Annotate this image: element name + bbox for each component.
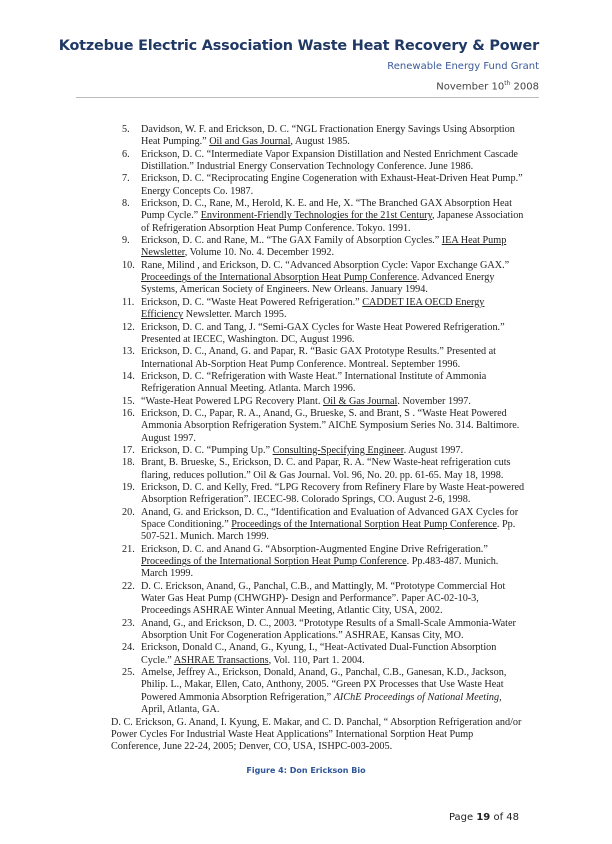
reference-number: 24. — [122, 642, 135, 654]
reference-text: . November 1997. — [397, 395, 471, 407]
reference-proceedings: AIChE Proceedings of National Meeting, — [333, 691, 502, 703]
reference-text: . Advanced Energy Systems, American Society of Engineers. New Orleans. January 1994. — [141, 272, 495, 296]
reference-text: . Pp.483-487. Munich. March 1999. — [141, 556, 499, 580]
reference-item — [122, 173, 526, 198]
reference-text: Erickson, D. C. “Pumping Up.” — [141, 444, 273, 456]
reference-text: Anand, G., and Erickson, D. C., 2003. “Prototype Results of a Small-Scale Ammonia-Water Absorption Unit For Cogeneration Applications.” ASHRAE, Kansas City, MO. — [141, 617, 516, 642]
reference-text: , Vol. 110, Part 1. 2004. — [268, 654, 365, 666]
reference-number: 5. — [122, 124, 130, 135]
final-reference: D. C. Erickson, G. Anand, I. Kyung, E. Makar, and C. D. Panchal, “ Absorption Refrigeration and/or Power Cycles For Industrial Waste Heat Applications” International Sorption Heat Pump Conference, June 22-24, 2005; Denver, CO, USA, ISHPC-003-2005. — [111, 716, 522, 753]
reference-text: Rane, Milind , and Erickson, D. C. “Advanced Absorption Cycle: Vapor Exchange GAX.” — [141, 259, 510, 271]
reference-text: . Pp. 507-521. Munich. March 1999. — [141, 519, 516, 543]
reference-publication: CADDET IEA OECD Energy Efficiency — [141, 296, 485, 321]
header-divider — [76, 97, 539, 98]
page-suffix: of 48 — [490, 811, 519, 823]
reference-text: Erickson, D. C. and Tang, J. “Semi-GAX Cycles for Waste Heat Powered Refrigeration.” Presented at IECEC, Washington. DC, August 1996. — [141, 321, 505, 345]
reference-item — [122, 346, 526, 371]
page-number — [106, 812, 519, 824]
date-year: 2008 — [510, 81, 539, 93]
figure-caption: Figure 4: Don Erickson Bio — [246, 765, 366, 775]
reference-item — [122, 581, 526, 618]
reference-item — [122, 507, 526, 544]
reference-number: 22. — [122, 580, 135, 592]
reference-number: 21. — [122, 543, 135, 555]
reference-text: Erickson, D. C. “Reciprocating Engine Cogeneration with Exhaust-Heat-Driven Heat Pump.” Energy Concepts Co. 1987. — [141, 173, 523, 197]
reference-text: Erickson, D. C. “Intermediate Vapor Expansion Distillation and Nested Enrichment Cascade Distillation.” Industrial Energy Conservation Technology Conference. June 1986. — [141, 148, 518, 173]
reference-text: Erickson, D. C. and Rane, M.. “The GAX Family of Absorption Cycles.” — [141, 235, 442, 247]
reference-item — [122, 235, 526, 260]
reference-number: 11. — [122, 296, 135, 308]
reference-number: 7. — [122, 173, 130, 185]
reference-text: Erickson, D. C., Papar, R. A., Anand, G., Brueske, S. and Brant, S . “Waste Heat Powered Ammonia Absorption Refrigeration System.” AIChE Symposium Series No. 314. Baltimore. August 1997. — [141, 407, 520, 444]
reference-number: 12. — [122, 321, 135, 333]
reference-item — [122, 198, 526, 235]
reference-number: 14. — [122, 370, 135, 382]
reference-text: Erickson, D. C., Rane, M., Herold, K. E. and He, X. “The Branched GAX Absorption Heat Pump Cycle.” — [141, 198, 512, 222]
reference-item — [122, 544, 526, 581]
page-prefix: Page — [448, 811, 477, 823]
reference-number: 9. — [122, 235, 130, 247]
reference-item — [122, 667, 526, 716]
reference-publication: ASHRAE Transactions — [173, 654, 269, 666]
reference-number: 8. — [122, 198, 130, 210]
reference-text: April, Atlanta, GA. — [141, 704, 220, 716]
reference-item — [122, 297, 526, 322]
reference-number: 25. — [122, 667, 135, 679]
document-header-title: Kotzebue Electric Association Waste Heat Recovery & Power — [58, 38, 539, 54]
reference-publication: Proceedings of the International Absorption Heat Pump Conference — [141, 272, 417, 284]
reference-text: Newsletter. March 1995. — [183, 309, 287, 321]
reference-item — [122, 642, 526, 667]
reference-number: 23. — [122, 617, 135, 629]
reference-publication: Proceedings of the International Sorption Heat Pump Conference — [231, 519, 497, 530]
reference-number: 13. — [122, 346, 135, 358]
reference-publication: IEA Heat Pump Newsletter — [141, 235, 507, 259]
reference-publication: Environment-Friendly Technologies for the 21st Century — [200, 210, 432, 222]
reference-item — [122, 445, 526, 457]
date-superscript: th — [504, 80, 511, 87]
reference-item — [122, 618, 526, 643]
document-header-date — [436, 80, 539, 92]
reference-number: 10. — [122, 259, 135, 271]
reference-list — [122, 124, 526, 717]
reference-text: Erickson, D. C. and Anand G. “Absorption-Augmented Engine Drive Refrigeration.” — [141, 543, 488, 555]
reference-publication: Oil and Gas Journal — [209, 136, 291, 148]
reference-item — [122, 149, 526, 174]
reference-item — [122, 322, 526, 347]
reference-publication: Proceedings of the International Sorption Heat Pump Conference — [141, 556, 407, 568]
reference-item — [122, 408, 526, 445]
reference-item — [122, 371, 526, 396]
reference-number: 18. — [122, 457, 135, 469]
reference-text: , August 1985. — [290, 136, 350, 148]
reference-text: . August 1997. — [403, 444, 464, 456]
reference-number: 16. — [122, 407, 135, 419]
reference-text: “Waste-Heat Powered LPG Recovery Plant. — [141, 395, 323, 407]
reference-text: Brant, B. Brueske, S., Erickson, D. C. and Papar, R. A. “New Waste-heat refrigeration cuts flaring, reduces pollution.” Oil & Gas Journal. Vol. 96, No. 20. pp. 61-65. May 18, 1998. — [141, 457, 511, 481]
reference-text: , Volume 10. No. 4. December 1992. — [184, 247, 335, 259]
date-text: November 10 — [436, 81, 505, 93]
reference-text: Erickson, Donald C., Anand, G., Kyung, I., “Heat-Activated Dual-Function Absorption Cycle.” — [141, 642, 497, 666]
reference-publication: Oil & Gas Journal — [322, 395, 398, 407]
page-current: 19 — [476, 811, 491, 823]
reference-number: 6. — [122, 148, 130, 160]
reference-text: Erickson, D. C. and Kelly, Fred. “LPG Recovery from Refinery Flare by Waste Heat-powered Absorption Refrigeration”. IECEC-98. Colorado Springs, CO. August 2-6, 1998. — [141, 481, 525, 506]
reference-text: Davidson, W. F. and Erickson, D. C. “NGL Fractionation Energy Savings Using Absorption Heat Pumping.” — [141, 124, 515, 148]
reference-text: Amelse, Jeffrey A., Erickson, Donald, Anand, G., Panchal, C.B., Ganesan, K.D., Jackson, Philip. L., Makar, Ellen, Cato, Anthony, 2005. “Green PX Processes that Use Waste Heat Powered Ammonia Absorption Refrigeration,” — [141, 667, 507, 703]
reference-item — [122, 260, 526, 297]
reference-number: 15. — [122, 395, 135, 407]
reference-text: Erickson, D. C. “Refrigeration with Waste Heat.” International Institute of Ammonia Refrigeration Annual Meeting. Atlanta. March 1996. — [141, 370, 487, 395]
reference-text: Erickson, D. C. “Waste Heat Powered Refrigeration.” — [141, 296, 363, 308]
reference-text: D. C. Erickson, Anand, G., Panchal, C.B., and Mattingly, M. “Prototype Commercial Hot Water Gas Heat Pump (CHWGHP)- Design and Performance”. Paper AC-02-10-3, Proceedings ASHRAE Winter Annual Meeting, Atlantic City, USA, 2002. — [141, 580, 506, 617]
page-body — [106, 124, 526, 844]
reference-item — [122, 482, 526, 507]
reference-text: , Japanese Association of Refrigeration Absorption Heat Pump Conference. Tokyo. 1991. — [141, 210, 524, 234]
reference-text: Anand, G. and Erickson, D. C., “Identification and Evaluation of Advanced GAX Cycles for Space Conditioning.” — [141, 506, 519, 530]
reference-text: Erickson, D. C., Anand, G. and Papar, R. “Basic GAX Prototype Results.” Presented at International Ab-Sorption Heat Pump Conference. Montreal. September 1996. — [141, 346, 496, 370]
reference-number: 19. — [122, 481, 135, 493]
reference-number: 17. — [122, 444, 135, 456]
reference-item — [122, 124, 526, 149]
reference-item — [122, 457, 526, 482]
reference-number: 20. — [122, 506, 135, 518]
reference-item — [122, 396, 526, 408]
document-header-subtitle: Renewable Energy Fund Grant — [387, 61, 539, 72]
reference-publication: Consulting-Specifying Engineer — [272, 444, 404, 456]
